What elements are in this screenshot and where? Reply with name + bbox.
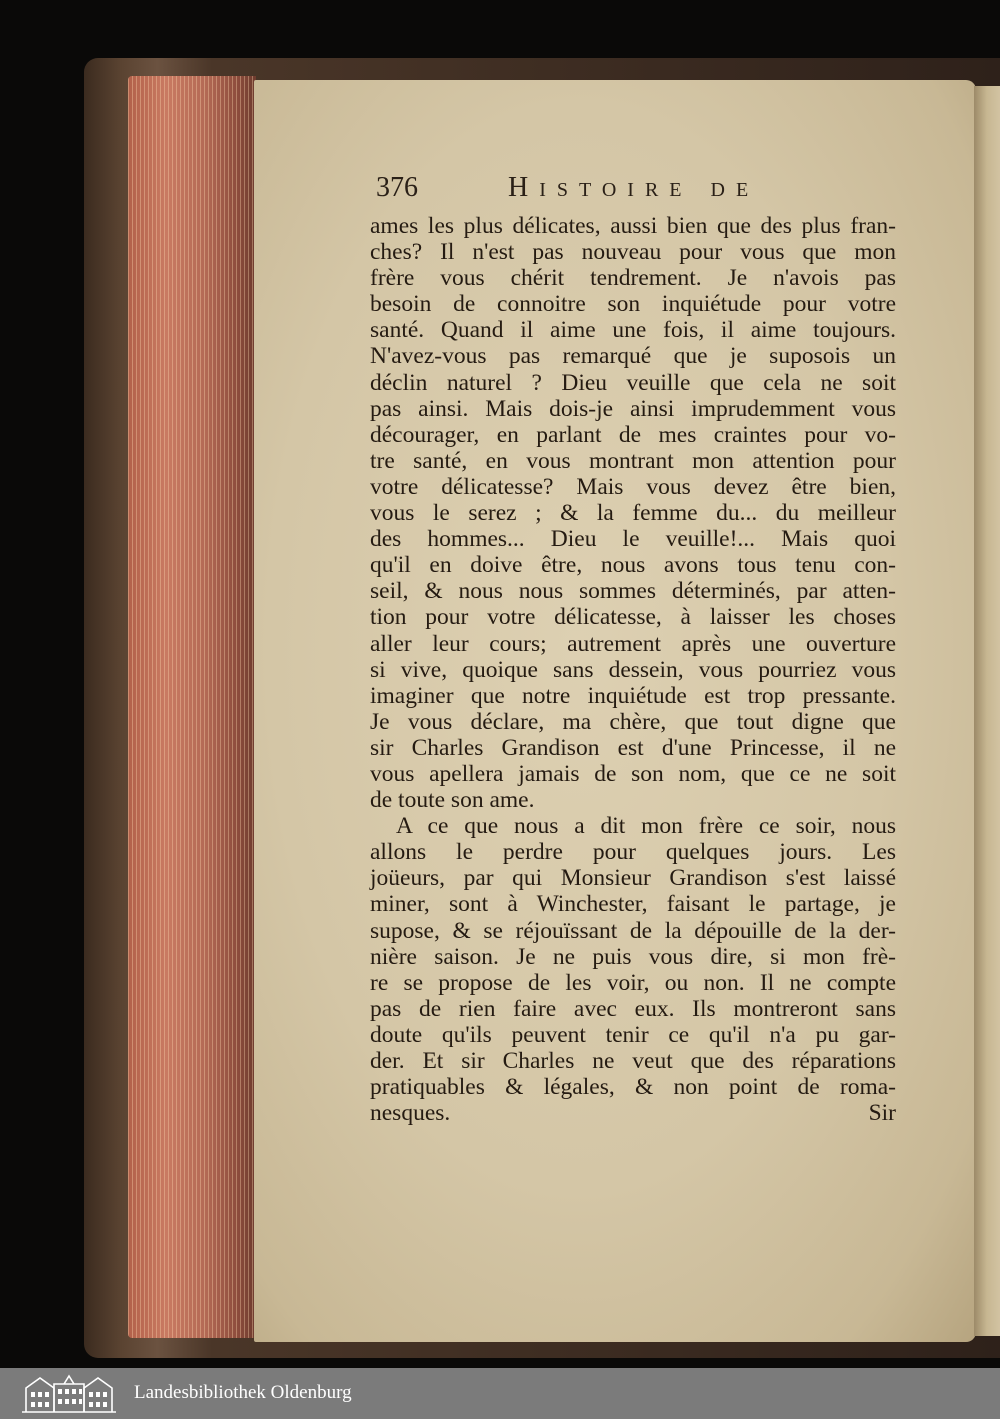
text-line: seil, & nous nous sommes déterminés, par atten- bbox=[370, 578, 896, 605]
text-line: re se propose de les voir, ou non. Il ne compte bbox=[370, 969, 896, 996]
text-line: vous le serez ; & la femme du... du meilleur bbox=[370, 500, 896, 527]
text-line: doute qu'ils peuvent tenir ce qu'il n'a pu gar- bbox=[370, 1021, 896, 1048]
text-line: nière saison. Je ne puis vous dire, si mon frè- bbox=[370, 943, 896, 970]
text-line: frère vous chérit tendrement. Je n'avois pas bbox=[370, 265, 896, 292]
text-line: besoin de connoitre son inquiétude pour votre bbox=[370, 291, 896, 318]
final-line-row bbox=[370, 1100, 896, 1126]
text-line: Je vous déclare, ma chère, que tout digne que bbox=[370, 708, 896, 735]
page-text bbox=[370, 213, 896, 1126]
text-line: miner, sont à Winchester, faisant le partage, je bbox=[370, 891, 896, 918]
text-line: ches? Il n'est pas nouveau pour vous que mon bbox=[370, 239, 896, 266]
text-line: pas ainsi. Mais dois-je ainsi imprudemment vous bbox=[370, 395, 896, 422]
text-line: si vive, quoique sans dessein, vous pourriez vous bbox=[370, 656, 896, 683]
library-name: Landesbibliothek Oldenburg bbox=[134, 1382, 352, 1403]
text-line: nesques. bbox=[370, 1100, 451, 1127]
text-line: pas de rien faire avec eux. Ils montreront sans bbox=[370, 995, 896, 1022]
text-line: supose, & se réjouïssant de la dépouille de la der- bbox=[370, 917, 896, 944]
footer-bar bbox=[0, 1368, 1000, 1419]
paragraph-start-line: A ce que nous a dit mon frère ce soir, nous bbox=[396, 813, 896, 840]
text-line: déclin naturel ? Dieu veuille que cela ne soit bbox=[370, 369, 896, 396]
facing-page-edge bbox=[974, 86, 1000, 1336]
page-header bbox=[376, 172, 896, 208]
text-line: ames les plus délicates, aussi bien que des plus fran- bbox=[370, 213, 896, 239]
page-edges bbox=[128, 76, 256, 1338]
text-line: sir Charles Grandison est d'une Princesse, il ne bbox=[370, 734, 896, 761]
text-line: décourager, en parlant de mes craintes pour vo- bbox=[370, 421, 896, 448]
text-line: vous apellera jamais de son nom, que ce ne soit bbox=[370, 760, 896, 787]
text-line: qu'il en doive être, nous avons tous tenu con- bbox=[370, 552, 896, 579]
text-line: allons le perdre pour quelques jours. Les bbox=[370, 839, 896, 866]
text-line: N'avez-vous pas remarqué que je suposois un bbox=[370, 343, 896, 370]
text-line: aller leur cours; autrement après une ouverture bbox=[370, 630, 896, 657]
text-line: votre délicatesse? Mais vous devez être bien, bbox=[370, 473, 896, 500]
text-line: joüeurs, par qui Monsieur Grandison s'est laissé bbox=[370, 865, 896, 892]
library-building-icon bbox=[20, 1372, 118, 1414]
text-line: de toute son ame. bbox=[370, 787, 535, 814]
text-line: pratiquables & légales, & non point de roma- bbox=[370, 1074, 896, 1101]
text-line: imaginer que notre inquiétude est trop pressante. bbox=[370, 682, 896, 709]
page-number: 376 bbox=[376, 172, 418, 203]
text-line: des hommes... Dieu le veuille!... Mais quoi bbox=[370, 526, 896, 553]
text-line: tre santé, en vous montrant mon attention pour bbox=[370, 447, 896, 474]
catchword: Sir bbox=[868, 1100, 896, 1127]
text-line: der. Et sir Charles ne veut que des réparations bbox=[370, 1048, 896, 1074]
running-head: Histoire de bbox=[508, 172, 760, 203]
text-line: santé. Quand il aime une fois, il aime toujours. bbox=[370, 317, 896, 344]
text-line: tion pour votre délicatesse, à laisser les choses bbox=[370, 604, 896, 631]
